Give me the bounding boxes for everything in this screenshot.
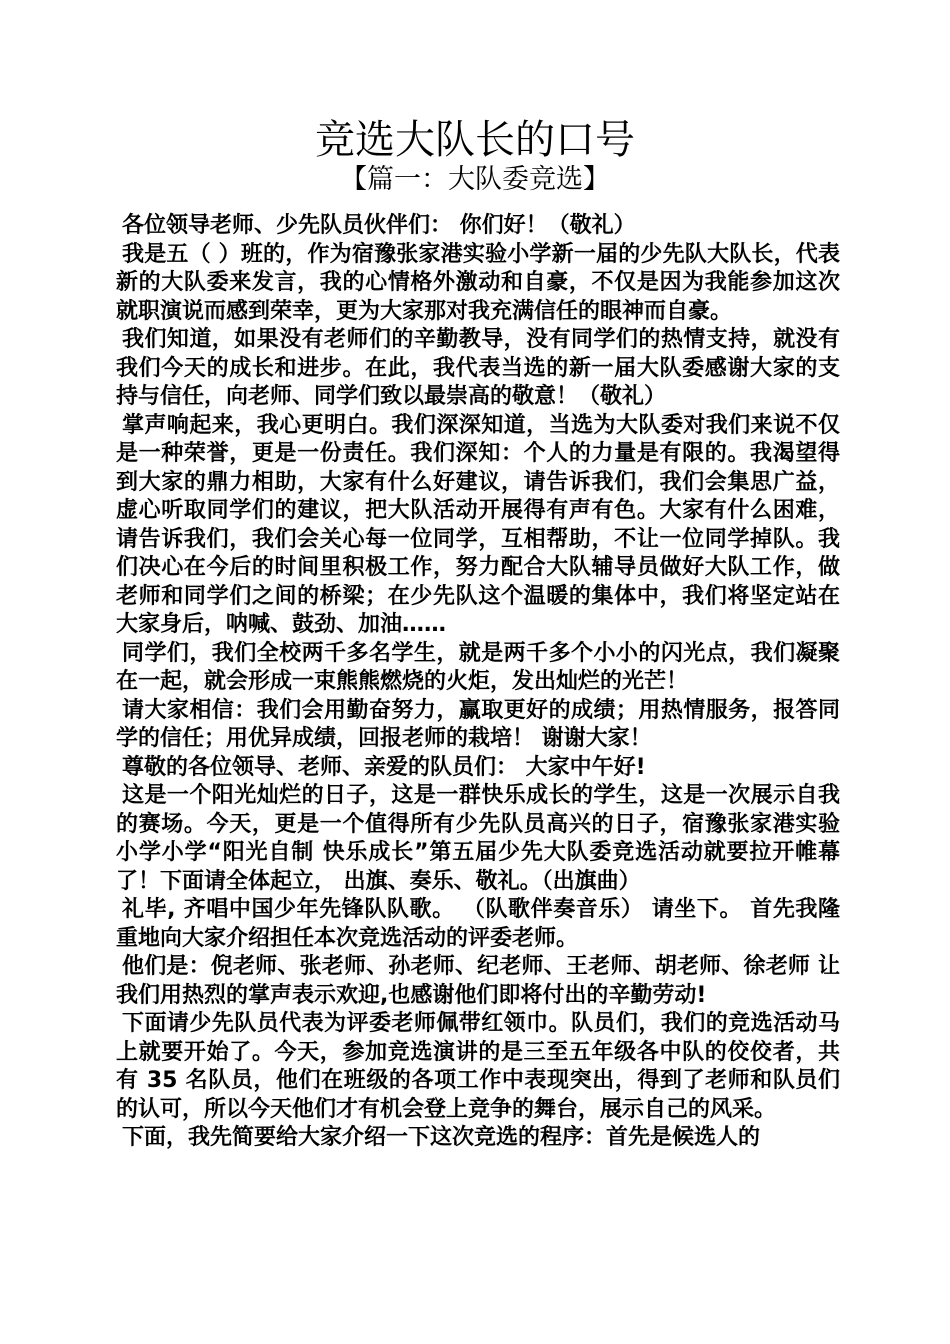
- paragraph: 礼毕, 齐唱中国少年先锋队队歌。 （队歌伴奏音乐） 请坐下。 首先我隆重地向大家介绍担任本次竞选活动的评委老师。: [116, 897, 840, 951]
- paragraph: 我们知道，如果没有老师们的辛勤教导，没有同学们的热情支持，就没有我们今天的成长和进步。在此，我代表当选的新一届大队委感谢大家的支持与信任，向老师、同学们致以最崇高的敬意！（敬礼）: [116, 327, 840, 409]
- paragraph: 掌声响起来，我心更明白。我们深深知道，当选为大队委对我们来说不仅是一种荣誉，更是一份责任。我们深知：个人的力量是有限的。我渴望得到大家的鼎力相助，大家有什么好建议，请告诉我们，我们会集思广益，虚心听取同学们的建议，把大队活动开展得有声有色。大家有什么困难，请告诉我们，我们会关心每一位同学，互相帮助，不让一位同学掉队。我们决心在今后的时间里积极工作，努力配合大队辅导员做好大队工作，做老师和同学们之间的桥梁；在少先队这个温暖的集体中，我们将坚定站在大家身后，呐喊、鼓劲、加油……: [116, 412, 840, 637]
- paragraph: 下面，我先简要给大家介绍一下这次竞选的程序：首先是候选人的: [122, 1125, 761, 1150]
- paragraph: 各位领导老师、少先队员伙伴们： 你们好！（敬礼）: [122, 213, 636, 238]
- paragraph: 这是一个阳光灿烂的日子，这是一群快乐成长的学生，这是一次展示自我的赛场。今天，更是一个值得所有少先队员高兴的日子，宿豫张家港实验小学小学“阳光自制 快乐成长”第五届少先大队委竞选活动就要拉开帷幕了！下面请全体起立， 出旗、奏乐、敬礼。（出旗曲）: [116, 783, 840, 894]
- paragraph: 他们是：倪老师、张老师、孙老师、纪老师、王老师、胡老师、徐老师 让我们用热烈的掌声表示欢迎,也感谢他们即将付出的辛勤劳动!: [116, 954, 840, 1008]
- paragraph: 下面请少先队员代表为评委老师佩带红领巾。队员们，我们的竞选活动马上就要开始了。今天，参加竞选演讲的是三至五年级各中队的佼佼者，共有 35 名队员，他们在班级的各项工作中表现突出，得到了老师和队员们的认可，所以今天他们才有机会登上竞争的舞台，展示自己的风采。: [116, 1011, 840, 1122]
- document-title: 竞选大队长的口号: [315, 117, 635, 163]
- paragraph: 同学们，我们全校两千多名学生，就是两千多个小小的闪光点，我们凝聚在一起，就会形成一束熊熊燃烧的火炬，发出灿烂的光芒！: [116, 640, 840, 694]
- paragraph: 请大家相信：我们会用勤奋努力，赢取更好的成绩；用热情服务，报答同学的信任；用优异成绩，回报老师的栽培！ 谢谢大家！: [116, 697, 840, 751]
- document-subtitle: 【篇一：大队委竞选】: [340, 164, 610, 195]
- paragraph: 我是五（ ）班的，作为宿豫张家港实验小学新一届的少先队大队长，代表新的大队委来发言，我的心情格外激动和自豪，不仅是因为我能参加这次就职演说而感到荣幸，更为大家那对我充满信任的眼神而自豪。: [116, 241, 840, 324]
- document-body: [116, 212, 840, 1153]
- paragraph: 尊敬的各位领导、老师、亲爱的队员们： 大家中午好!: [122, 754, 646, 780]
